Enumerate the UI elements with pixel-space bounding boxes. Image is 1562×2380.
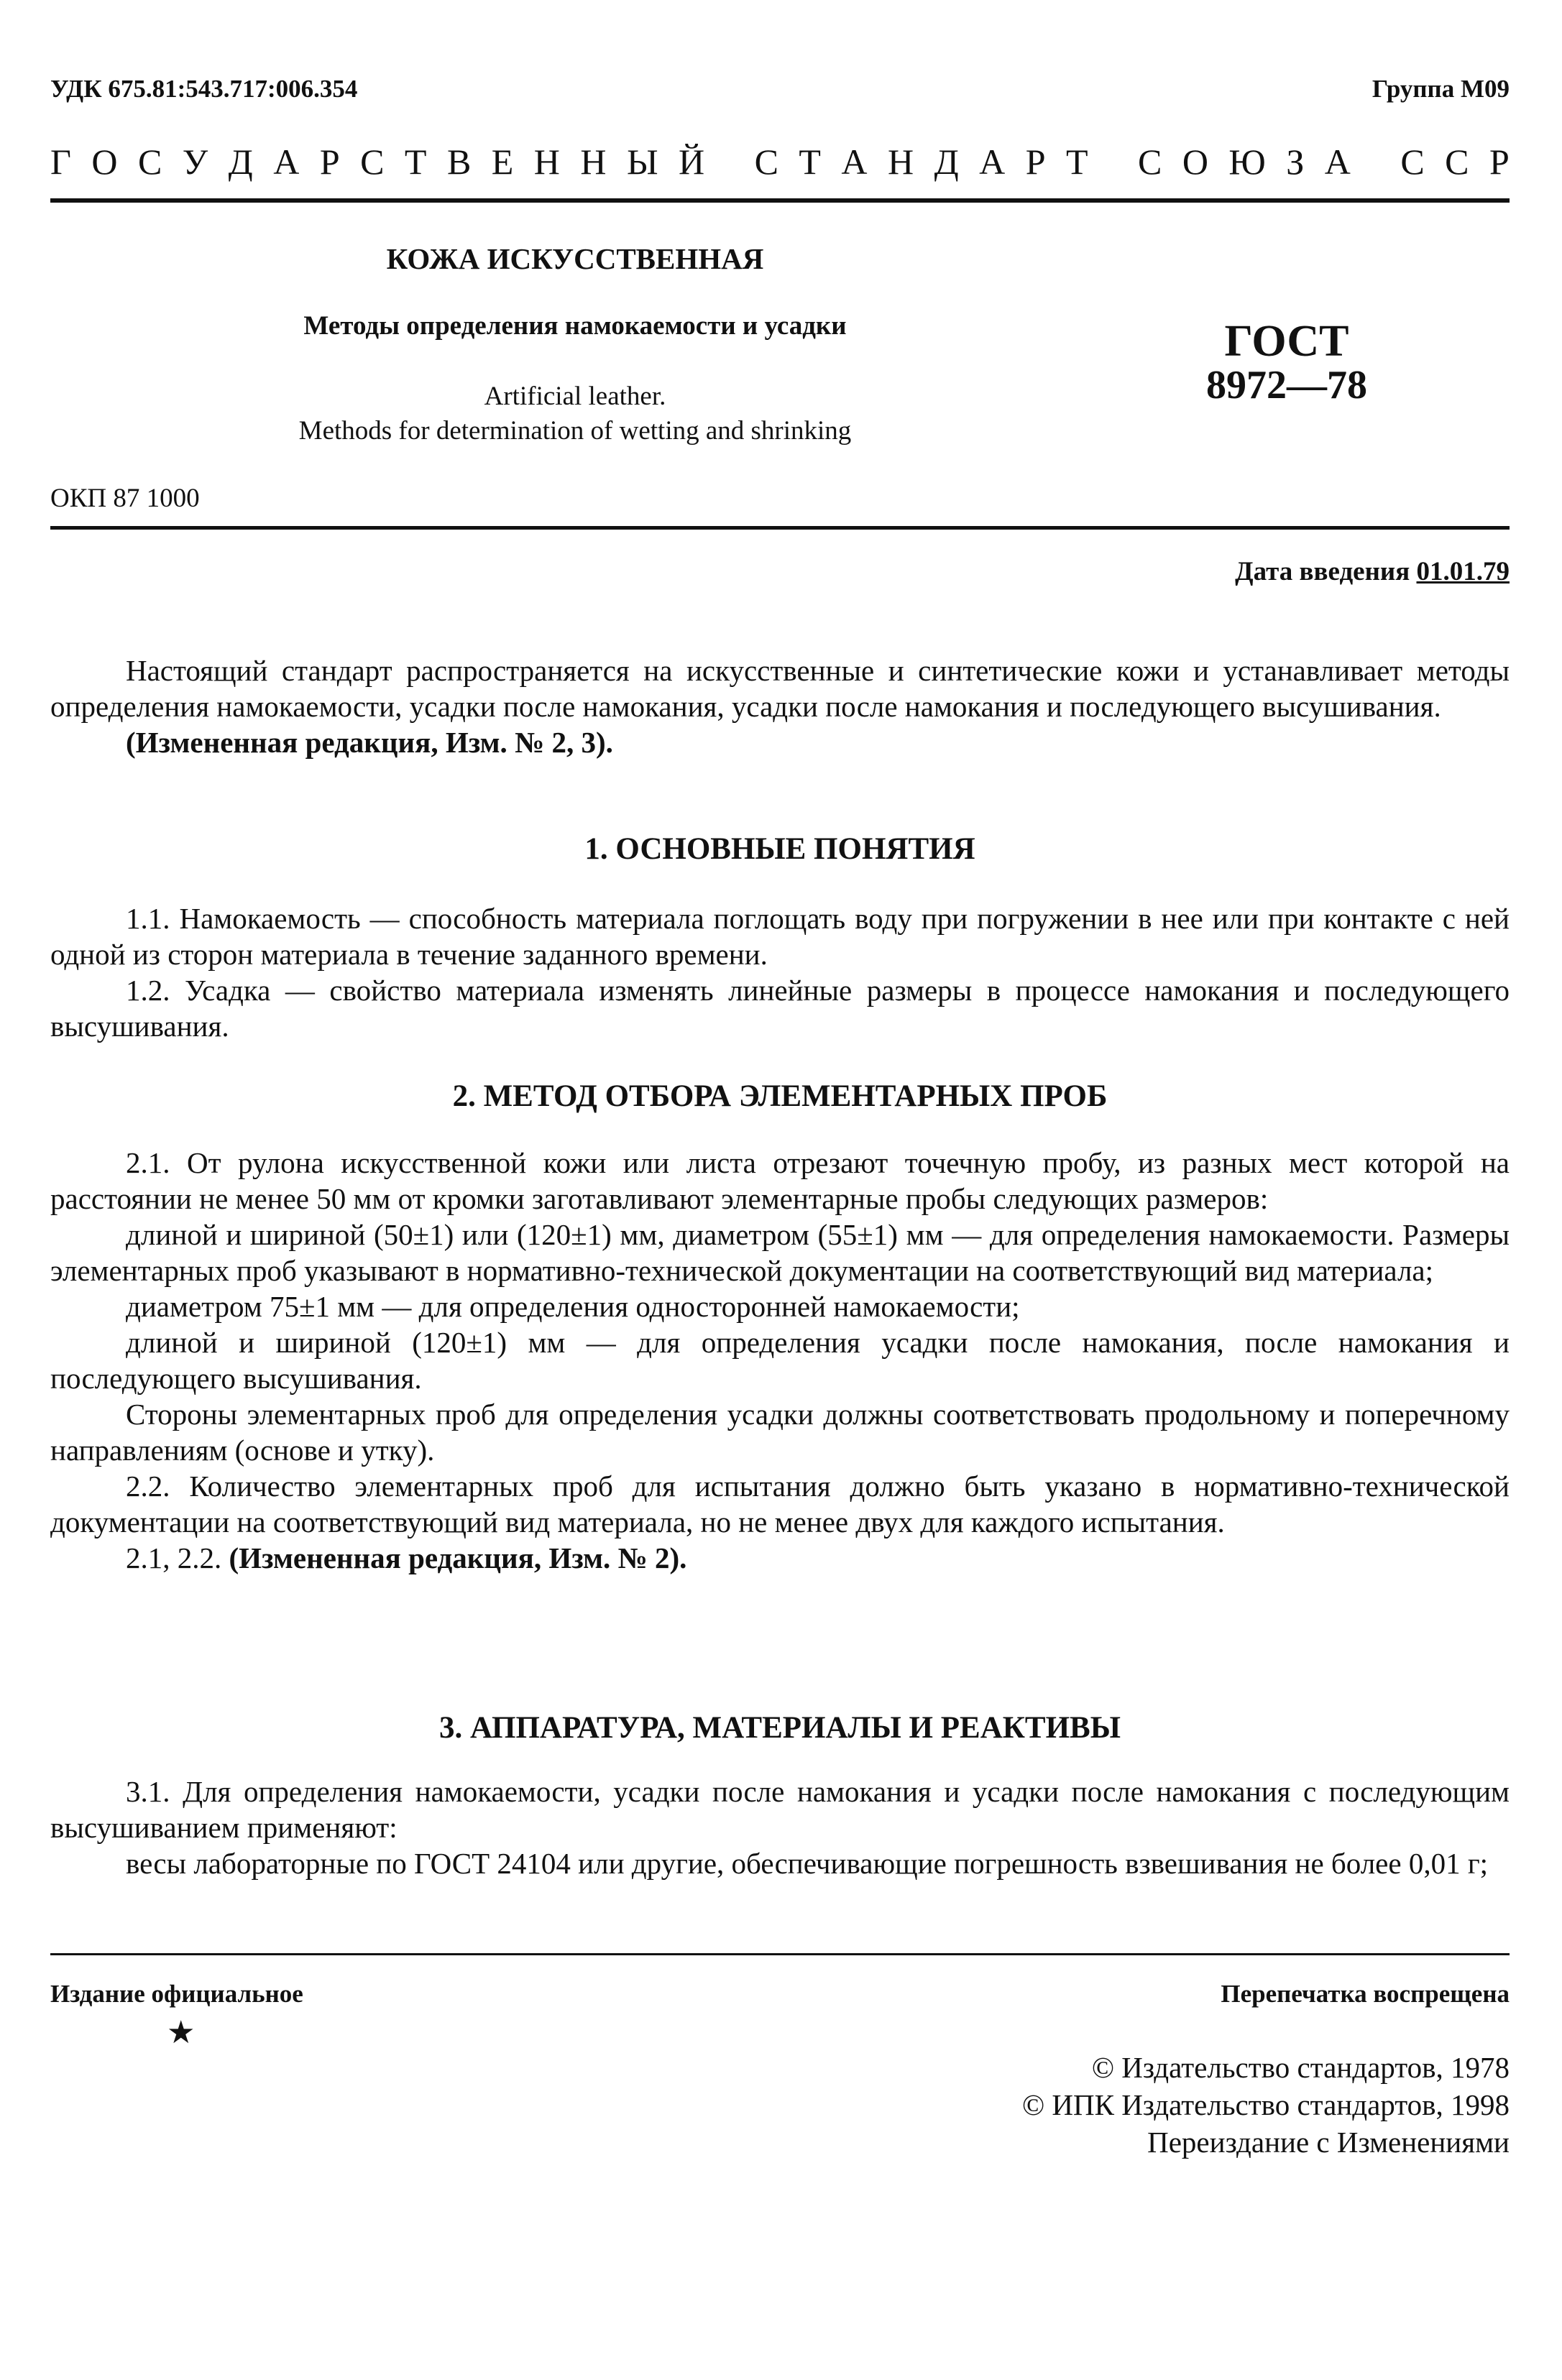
banner-letter: Е [491, 142, 514, 182]
section-1-body [50, 900, 1510, 1044]
banner-letter: О [91, 142, 118, 182]
banner-letter: Ю [1228, 142, 1266, 182]
banner-letter: Т [1066, 142, 1088, 182]
banner-letter: С [360, 142, 385, 182]
effective-date [1235, 556, 1510, 587]
banner-letter: Й [679, 142, 705, 182]
paragraph-3-1-scales: весы лабораторные по ГОСТ 24104 или другие, обеспечивающие погрешность взвешивания не более 0,01 г; [126, 1847, 1489, 1880]
english-subtitle: Methods for determination of wetting and shrinking [298, 416, 852, 446]
paragraph-2-1-diameter: диаметром 75±1 мм — для определения односторонней намокаемости; [126, 1290, 1020, 1323]
paragraph-2-1-sizes: длиной и шириной (50±1) или (120±1) мм, диаметром (55±1) мм — для определения намокаемости. Размеры элементарных проб указывают в нормативно-технической документации на соответствующий вид материала; [50, 1218, 1510, 1287]
banner-letter: С [137, 142, 162, 182]
section-3-heading: 3. АППАРАТУРА, МАТЕРИАЛЫ И РЕАКТИВЫ [439, 1711, 1121, 1745]
banner-letter: Н [580, 142, 607, 182]
section-2-body [50, 1145, 1510, 1576]
paragraph-2-revision [50, 1540, 1510, 1576]
document-subtitle: Методы определения намокаемости и усадки [303, 311, 847, 341]
group-code: Группа М09 [1372, 75, 1510, 103]
banner-letter: Н [887, 142, 914, 182]
banner-letter: С [754, 142, 778, 182]
banner-letter: С [1445, 142, 1469, 182]
banner-letter: Д [228, 142, 253, 182]
banner-letter: С [1137, 142, 1162, 182]
banner-letter: З [1286, 142, 1305, 182]
copyright-1978: © Издательство стандартов, 1978 [1091, 2051, 1510, 2084]
gost-number: 8972—78 [1206, 363, 1367, 407]
paragraph-1-1: 1.1. Намокаемость — способность материала поглощать воду при погружении в нее или при контакте с ней одной из сторон материала в течение заданного времени. [50, 902, 1510, 971]
banner-letter: Р [319, 142, 340, 182]
section-3-body [50, 1774, 1510, 1881]
banner-letter: А [1324, 142, 1351, 182]
banner-letter: Т [799, 142, 821, 182]
banner-letter [1108, 141, 1118, 183]
reprint-prohibited: Перепечатка воспрещена [1221, 1980, 1510, 2008]
revision-prefix: 2.1, 2.2. [126, 1541, 229, 1574]
banner-letter: Р [1025, 142, 1046, 182]
header-rule [50, 198, 1510, 203]
date-value: 01.01.79 [1416, 557, 1510, 586]
paragraph-2-1-shrink: длиной и шириной (120±1) мм — для определения усадки после намокания, после намокания и последующего высушивания. [50, 1326, 1510, 1395]
okp-code: ОКП 87 1000 [50, 484, 200, 513]
banner-letter: О [1182, 142, 1208, 182]
banner-letter: Г [50, 142, 71, 182]
state-standard-banner [50, 141, 1510, 183]
banner-letter: Д [934, 142, 959, 182]
banner-letter: Р [1489, 142, 1510, 182]
paragraph-2-2: 2.2. Количество элементарных проб для испытания должно быть указано в нормативно-технической документации на соответствующий вид материала, но не менее двух для каждого испытания. [50, 1470, 1510, 1539]
paragraph-1-2: 1.2. Усадка — свойство материала изменять линейные размеры в процессе намокания и последующего высушивания. [50, 974, 1510, 1043]
paragraph-2-1: 2.1. От рулона искусственной кожи или листа отрезают точечную пробу, из разных мест которой на расстоянии не менее 50 мм от кромки заготавливают элементарные пробы следующих размеров: [50, 1146, 1510, 1215]
intro-revision: (Измененная редакция, Изм. № 2, 3). [126, 726, 613, 759]
banner-letter: Т [404, 142, 427, 182]
reissue-note: Переиздание с Изменениями [1147, 2126, 1510, 2159]
intro-paragraph: Настоящий стандарт распространяется на искусственные и синтетические кожи и устанавливает методы определения намокаемости, усадки после намокания, усадки после намокания и последующего высушивания. [50, 654, 1510, 723]
banner-letter: А [841, 142, 868, 182]
banner-letter: Ы [626, 142, 658, 182]
title-rule [50, 526, 1510, 530]
date-label: Дата введения [1235, 557, 1417, 586]
revision-note: (Измененная редакция, Изм. № 2). [229, 1541, 687, 1574]
banner-letter: В [446, 142, 472, 182]
banner-letter: А [273, 142, 300, 182]
english-title: Artificial leather. [484, 382, 666, 411]
section-1-heading: 1. ОСНОВНЫЕ ПОНЯТИЯ [584, 832, 975, 866]
banner-letter: Н [533, 142, 560, 182]
copyright-1998: © ИПК Издательство стандартов, 1998 [1021, 2088, 1510, 2121]
official-edition: Издание официальное [50, 1980, 303, 2008]
banner-letter: С [1400, 142, 1425, 182]
banner-letter [1371, 141, 1380, 183]
banner-letter: У [182, 142, 208, 182]
section-2-heading: 2. МЕТОД ОТБОРА ЭЛЕМЕНТАРНЫХ ПРОБ [452, 1079, 1108, 1113]
banner-letter [725, 141, 735, 183]
udk-code: УДК 675.81:543.717:006.354 [50, 75, 358, 103]
paragraph-2-1-sides: Стороны элементарных проб для определения усадки должны соответствовать продольному и поперечному направлениям (основе и утку). [50, 1398, 1510, 1467]
intro-block [50, 652, 1510, 760]
footer-rule [50, 1953, 1510, 1955]
gost-label: ГОСТ [1224, 317, 1349, 366]
star-icon: ★ [167, 2015, 196, 2050]
banner-letter: А [979, 142, 1006, 182]
document-title: КОЖА ИСКУССТВЕННАЯ [386, 242, 764, 275]
paragraph-3-1: 3.1. Для определения намокаемости, усадки после намокания и усадки после намокания с последующим высушиванием применяют: [50, 1775, 1510, 1844]
